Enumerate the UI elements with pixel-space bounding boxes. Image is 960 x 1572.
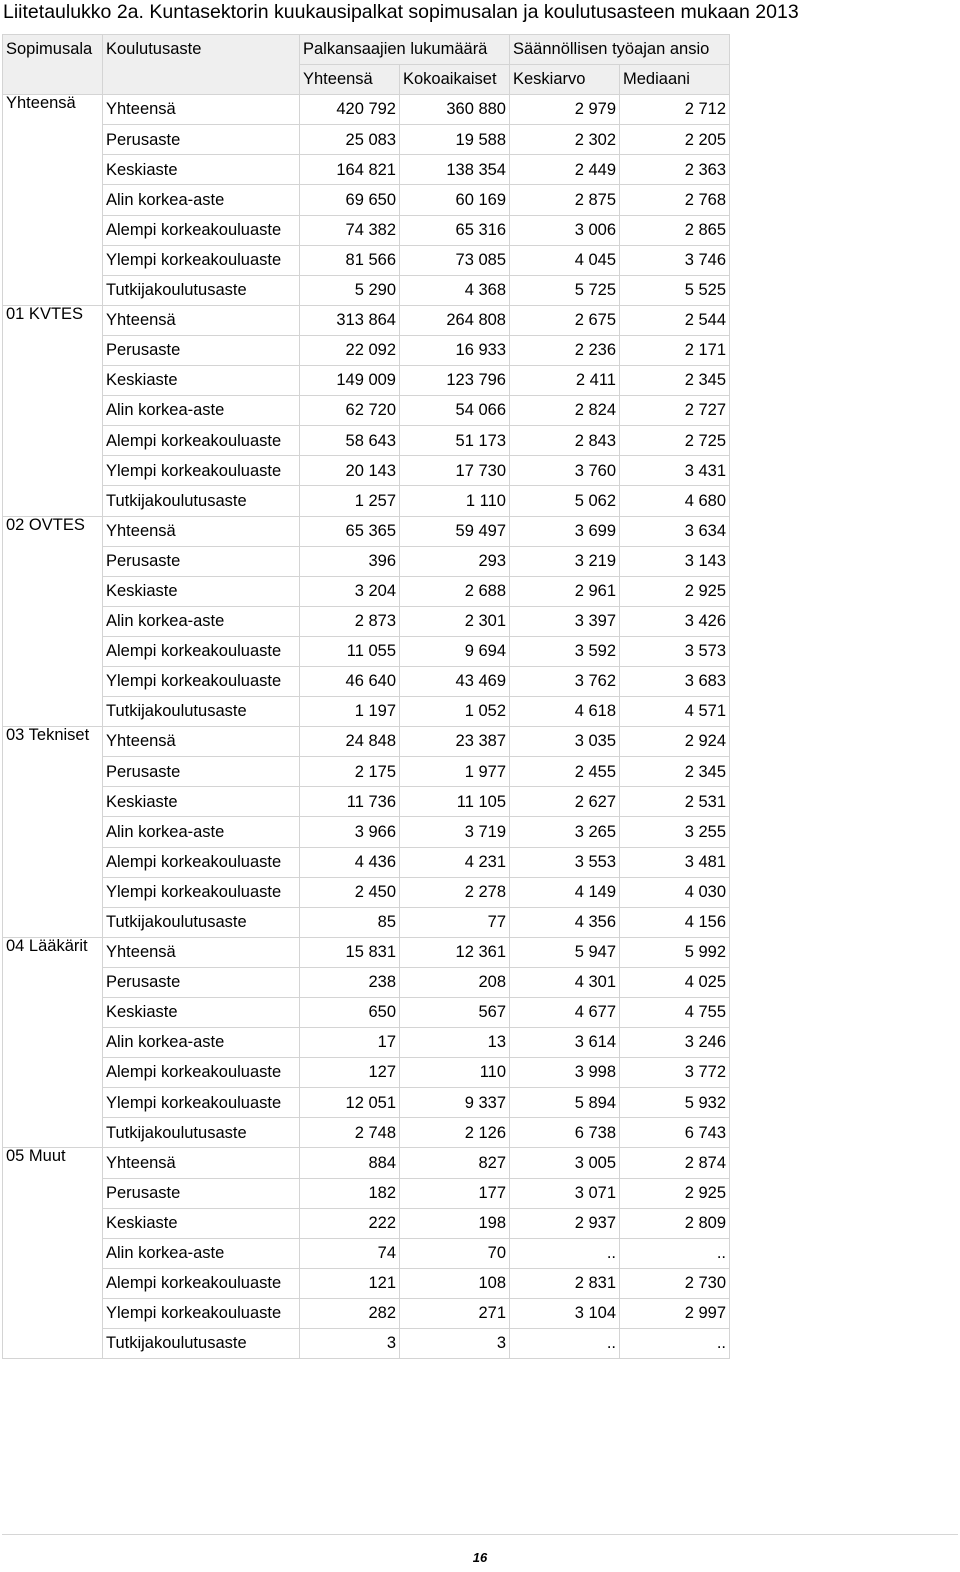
kokoaikaiset-cell: 110 (400, 1058, 510, 1088)
mediaani-cell: 3 255 (620, 817, 730, 847)
yhteensa-cell: 121 (300, 1268, 400, 1298)
keskiarvo-cell: 4 045 (510, 245, 620, 275)
keskiarvo-cell: 3 006 (510, 215, 620, 245)
keskiarvo-cell: 3 760 (510, 456, 620, 486)
keskiarvo-cell: 2 411 (510, 366, 620, 396)
salary-table (2, 34, 730, 1359)
table-row (3, 1178, 730, 1208)
kokoaikaiset-cell: 3 719 (400, 817, 510, 847)
group-label: 03 Tekniset (3, 727, 103, 938)
header-saannollisen-tyoajan-ansio: Säännöllisen työajan ansio (510, 35, 730, 65)
kokoaikaiset-cell: 138 354 (400, 155, 510, 185)
yhteensa-cell: 127 (300, 1058, 400, 1088)
kokoaikaiset-cell: 16 933 (400, 335, 510, 365)
kokoaikaiset-cell: 73 085 (400, 245, 510, 275)
table-row (3, 1028, 730, 1058)
table-row (3, 817, 730, 847)
header-palkansaajien-lukumaara: Palkansaajien lukumäärä (300, 35, 510, 65)
mediaani-cell: 3 246 (620, 1028, 730, 1058)
keskiarvo-cell: 3 592 (510, 636, 620, 666)
header-keskiarvo: Keskiarvo (510, 65, 620, 95)
mediaani-cell: 2 925 (620, 576, 730, 606)
mediaani-cell: .. (620, 1329, 730, 1359)
kokoaikaiset-cell: 1 110 (400, 486, 510, 516)
kokoaikaiset-cell: 1 977 (400, 757, 510, 787)
education-level-cell: Ylempi korkeakouluaste (103, 877, 300, 907)
kokoaikaiset-cell: 60 169 (400, 185, 510, 215)
mediaani-cell: 6 743 (620, 1118, 730, 1148)
kokoaikaiset-cell: 4 368 (400, 275, 510, 305)
mediaani-cell: 3 772 (620, 1058, 730, 1088)
education-level-cell: Tutkijakoulutusaste (103, 907, 300, 937)
keskiarvo-cell: 2 937 (510, 1208, 620, 1238)
kokoaikaiset-cell: 567 (400, 998, 510, 1028)
yhteensa-cell: 2 873 (300, 606, 400, 636)
kokoaikaiset-cell: 51 173 (400, 426, 510, 456)
education-level-cell: Perusaste (103, 757, 300, 787)
education-level-cell: Perusaste (103, 125, 300, 155)
yhteensa-cell: 81 566 (300, 245, 400, 275)
group-label: Yhteensä (3, 95, 103, 306)
table-row (3, 516, 730, 546)
table-row (3, 606, 730, 636)
kokoaikaiset-cell: 19 588 (400, 125, 510, 155)
table-row (3, 1298, 730, 1328)
table-row (3, 727, 730, 757)
mediaani-cell: 5 992 (620, 937, 730, 967)
yhteensa-cell: 24 848 (300, 727, 400, 757)
education-level-cell: Perusaste (103, 335, 300, 365)
keskiarvo-cell: 3 219 (510, 546, 620, 576)
mediaani-cell: 3 634 (620, 516, 730, 546)
keskiarvo-cell: 3 005 (510, 1148, 620, 1178)
table-row (3, 1058, 730, 1088)
education-level-cell: Alempi korkeakouluaste (103, 426, 300, 456)
keskiarvo-cell: 2 875 (510, 185, 620, 215)
kokoaikaiset-cell: 13 (400, 1028, 510, 1058)
yhteensa-cell: 20 143 (300, 456, 400, 486)
kokoaikaiset-cell: 827 (400, 1148, 510, 1178)
keskiarvo-cell: 5 894 (510, 1088, 620, 1118)
yhteensa-cell: 46 640 (300, 666, 400, 696)
kokoaikaiset-cell: 9 337 (400, 1088, 510, 1118)
education-level-cell: Keskiaste (103, 576, 300, 606)
mediaani-cell: .. (620, 1238, 730, 1268)
keskiarvo-cell: 6 738 (510, 1118, 620, 1148)
keskiarvo-cell: 2 824 (510, 396, 620, 426)
table-row (3, 1208, 730, 1238)
header-row-1 (3, 35, 730, 65)
kokoaikaiset-cell: 2 278 (400, 877, 510, 907)
table-row (3, 215, 730, 245)
table-row (3, 366, 730, 396)
header-mediaani: Mediaani (620, 65, 730, 95)
kokoaikaiset-cell: 77 (400, 907, 510, 937)
mediaani-cell: 4 156 (620, 907, 730, 937)
table-row (3, 877, 730, 907)
table-row (3, 155, 730, 185)
education-level-cell: Yhteensä (103, 305, 300, 335)
yhteensa-cell: 74 (300, 1238, 400, 1268)
keskiarvo-cell: 2 843 (510, 426, 620, 456)
yhteensa-cell: 11 055 (300, 636, 400, 666)
keskiarvo-cell: 4 677 (510, 998, 620, 1028)
table-row (3, 757, 730, 787)
keskiarvo-cell: 2 449 (510, 155, 620, 185)
yhteensa-cell: 313 864 (300, 305, 400, 335)
yhteensa-cell: 62 720 (300, 396, 400, 426)
education-level-cell: Alin korkea-aste (103, 396, 300, 426)
mediaani-cell: 3 481 (620, 847, 730, 877)
mediaani-cell: 2 725 (620, 426, 730, 456)
education-level-cell: Keskiaste (103, 155, 300, 185)
page-title: Liitetaulukko 2a. Kuntasektorin kuukausipalkat sopimusalan ja koulutusasteen mukaan 2013 (3, 1, 799, 23)
keskiarvo-cell: 3 614 (510, 1028, 620, 1058)
kokoaikaiset-cell: 11 105 (400, 787, 510, 817)
table-row (3, 1329, 730, 1359)
yhteensa-cell: 69 650 (300, 185, 400, 215)
yhteensa-cell: 3 966 (300, 817, 400, 847)
education-level-cell: Keskiaste (103, 787, 300, 817)
kokoaikaiset-cell: 65 316 (400, 215, 510, 245)
education-level-cell: Alempi korkeakouluaste (103, 636, 300, 666)
mediaani-cell: 2 768 (620, 185, 730, 215)
yhteensa-cell: 2 450 (300, 877, 400, 907)
keskiarvo-cell: 5 725 (510, 275, 620, 305)
table-row (3, 456, 730, 486)
mediaani-cell: 2 809 (620, 1208, 730, 1238)
header-yhteensa: Yhteensä (300, 65, 400, 95)
keskiarvo-cell: 4 356 (510, 907, 620, 937)
education-level-cell: Ylempi korkeakouluaste (103, 456, 300, 486)
mediaani-cell: 5 932 (620, 1088, 730, 1118)
yhteensa-cell: 65 365 (300, 516, 400, 546)
mediaani-cell: 2 727 (620, 396, 730, 426)
header-koulutusaste: Koulutusaste (103, 35, 300, 95)
keskiarvo-cell: 5 062 (510, 486, 620, 516)
table-row (3, 185, 730, 215)
table-row (3, 1088, 730, 1118)
yhteensa-cell: 3 (300, 1329, 400, 1359)
group-label: 02 OVTES (3, 516, 103, 727)
table-row (3, 486, 730, 516)
table-row (3, 967, 730, 997)
kokoaikaiset-cell: 271 (400, 1298, 510, 1328)
group-label: 01 KVTES (3, 305, 103, 516)
yhteensa-cell: 85 (300, 907, 400, 937)
education-level-cell: Alempi korkeakouluaste (103, 215, 300, 245)
keskiarvo-cell: 3 035 (510, 727, 620, 757)
education-level-cell: Perusaste (103, 1178, 300, 1208)
yhteensa-cell: 12 051 (300, 1088, 400, 1118)
education-level-cell: Tutkijakoulutusaste (103, 275, 300, 305)
education-level-cell: Tutkijakoulutusaste (103, 1329, 300, 1359)
table-row (3, 937, 730, 967)
education-level-cell: Perusaste (103, 546, 300, 576)
education-level-cell: Ylempi korkeakouluaste (103, 1298, 300, 1328)
education-level-cell: Yhteensä (103, 727, 300, 757)
yhteensa-cell: 182 (300, 1178, 400, 1208)
education-level-cell: Tutkijakoulutusaste (103, 1118, 300, 1148)
education-level-cell: Ylempi korkeakouluaste (103, 666, 300, 696)
table-row (3, 666, 730, 696)
education-level-cell: Alempi korkeakouluaste (103, 847, 300, 877)
mediaani-cell: 4 755 (620, 998, 730, 1028)
yhteensa-cell: 149 009 (300, 366, 400, 396)
yhteensa-cell: 15 831 (300, 937, 400, 967)
yhteensa-cell: 222 (300, 1208, 400, 1238)
kokoaikaiset-cell: 2 688 (400, 576, 510, 606)
mediaani-cell: 2 997 (620, 1298, 730, 1328)
education-level-cell: Keskiaste (103, 1208, 300, 1238)
education-level-cell: Alempi korkeakouluaste (103, 1268, 300, 1298)
keskiarvo-cell: 2 675 (510, 305, 620, 335)
keskiarvo-cell: 4 301 (510, 967, 620, 997)
mediaani-cell: 2 205 (620, 125, 730, 155)
education-level-cell: Yhteensä (103, 937, 300, 967)
keskiarvo-cell: 4 618 (510, 697, 620, 727)
yhteensa-cell: 4 436 (300, 847, 400, 877)
keskiarvo-cell: 2 831 (510, 1268, 620, 1298)
table-row (3, 396, 730, 426)
table-row (3, 546, 730, 576)
table-row (3, 847, 730, 877)
yhteensa-cell: 396 (300, 546, 400, 576)
mediaani-cell: 3 573 (620, 636, 730, 666)
education-level-cell: Perusaste (103, 967, 300, 997)
kokoaikaiset-cell: 70 (400, 1238, 510, 1268)
education-level-cell: Tutkijakoulutusaste (103, 697, 300, 727)
mediaani-cell: 2 712 (620, 95, 730, 125)
keskiarvo-cell: 2 627 (510, 787, 620, 817)
kokoaikaiset-cell: 9 694 (400, 636, 510, 666)
table-row (3, 998, 730, 1028)
table-row (3, 1238, 730, 1268)
yhteensa-cell: 17 (300, 1028, 400, 1058)
mediaani-cell: 2 925 (620, 1178, 730, 1208)
education-level-cell: Alin korkea-aste (103, 606, 300, 636)
mediaani-cell: 2 345 (620, 757, 730, 787)
kokoaikaiset-cell: 123 796 (400, 366, 510, 396)
mediaani-cell: 2 531 (620, 787, 730, 817)
mediaani-cell: 2 874 (620, 1148, 730, 1178)
kokoaikaiset-cell: 108 (400, 1268, 510, 1298)
education-level-cell: Yhteensä (103, 1148, 300, 1178)
kokoaikaiset-cell: 360 880 (400, 95, 510, 125)
yhteensa-cell: 650 (300, 998, 400, 1028)
education-level-cell: Ylempi korkeakouluaste (103, 1088, 300, 1118)
table-row (3, 305, 730, 335)
mediaani-cell: 4 680 (620, 486, 730, 516)
table-row (3, 787, 730, 817)
mediaani-cell: 2 730 (620, 1268, 730, 1298)
keskiarvo-cell: 4 149 (510, 877, 620, 907)
keskiarvo-cell: 3 071 (510, 1178, 620, 1208)
yhteensa-cell: 282 (300, 1298, 400, 1328)
table-row (3, 95, 730, 125)
kokoaikaiset-cell: 3 (400, 1329, 510, 1359)
keskiarvo-cell: 3 397 (510, 606, 620, 636)
kokoaikaiset-cell: 23 387 (400, 727, 510, 757)
education-level-cell: Yhteensä (103, 95, 300, 125)
mediaani-cell: 2 345 (620, 366, 730, 396)
keskiarvo-cell: 3 762 (510, 666, 620, 696)
keskiarvo-cell: 5 947 (510, 937, 620, 967)
mediaani-cell: 4 030 (620, 877, 730, 907)
education-level-cell: Tutkijakoulutusaste (103, 486, 300, 516)
table-row (3, 335, 730, 365)
mediaani-cell: 2 363 (620, 155, 730, 185)
yhteensa-cell: 5 290 (300, 275, 400, 305)
education-level-cell: Ylempi korkeakouluaste (103, 245, 300, 275)
kokoaikaiset-cell: 43 469 (400, 666, 510, 696)
kokoaikaiset-cell: 54 066 (400, 396, 510, 426)
mediaani-cell: 3 683 (620, 666, 730, 696)
group-label: 05 Muut (3, 1148, 103, 1359)
keskiarvo-cell: 2 302 (510, 125, 620, 155)
mediaani-cell: 2 924 (620, 727, 730, 757)
table-row (3, 426, 730, 456)
keskiarvo-cell: 2 979 (510, 95, 620, 125)
mediaani-cell: 2 865 (620, 215, 730, 245)
keskiarvo-cell: 2 455 (510, 757, 620, 787)
keskiarvo-cell: 3 998 (510, 1058, 620, 1088)
yhteensa-cell: 58 643 (300, 426, 400, 456)
kokoaikaiset-cell: 59 497 (400, 516, 510, 546)
table-row (3, 245, 730, 275)
education-level-cell: Alempi korkeakouluaste (103, 1058, 300, 1088)
yhteensa-cell: 1 257 (300, 486, 400, 516)
table-row (3, 907, 730, 937)
header-kokoaikaiset: Kokoaikaiset (400, 65, 510, 95)
header-sopimusala: Sopimusala (3, 35, 103, 95)
keskiarvo-cell: 3 265 (510, 817, 620, 847)
kokoaikaiset-cell: 208 (400, 967, 510, 997)
table-row (3, 275, 730, 305)
page-number: 16 (472, 1550, 488, 1565)
mediaani-cell: 3 143 (620, 546, 730, 576)
kokoaikaiset-cell: 2 301 (400, 606, 510, 636)
education-level-cell: Keskiaste (103, 366, 300, 396)
kokoaikaiset-cell: 177 (400, 1178, 510, 1208)
keskiarvo-cell: 3 553 (510, 847, 620, 877)
group-label: 04 Lääkärit (3, 937, 103, 1148)
education-level-cell: Alin korkea-aste (103, 817, 300, 847)
keskiarvo-cell: 3 104 (510, 1298, 620, 1328)
keskiarvo-cell: 3 699 (510, 516, 620, 546)
yhteensa-cell: 2 175 (300, 757, 400, 787)
education-level-cell: Alin korkea-aste (103, 1238, 300, 1268)
kokoaikaiset-cell: 2 126 (400, 1118, 510, 1148)
table-row (3, 1148, 730, 1178)
table-row (3, 576, 730, 606)
table-row (3, 697, 730, 727)
education-level-cell: Yhteensä (103, 516, 300, 546)
mediaani-cell: 4 571 (620, 697, 730, 727)
kokoaikaiset-cell: 264 808 (400, 305, 510, 335)
education-level-cell: Alin korkea-aste (103, 1028, 300, 1058)
yhteensa-cell: 1 197 (300, 697, 400, 727)
keskiarvo-cell: 2 961 (510, 576, 620, 606)
kokoaikaiset-cell: 12 361 (400, 937, 510, 967)
yhteensa-cell: 164 821 (300, 155, 400, 185)
yhteensa-cell: 25 083 (300, 125, 400, 155)
yhteensa-cell: 2 748 (300, 1118, 400, 1148)
mediaani-cell: 5 525 (620, 275, 730, 305)
mediaani-cell: 3 746 (620, 245, 730, 275)
yhteensa-cell: 11 736 (300, 787, 400, 817)
table-row (3, 1118, 730, 1148)
yhteensa-cell: 3 204 (300, 576, 400, 606)
keskiarvo-cell: .. (510, 1329, 620, 1359)
keskiarvo-cell: .. (510, 1238, 620, 1268)
kokoaikaiset-cell: 198 (400, 1208, 510, 1238)
table-row (3, 636, 730, 666)
mediaani-cell: 2 171 (620, 335, 730, 365)
mediaani-cell: 4 025 (620, 967, 730, 997)
yhteensa-cell: 22 092 (300, 335, 400, 365)
education-level-cell: Alin korkea-aste (103, 185, 300, 215)
yhteensa-cell: 74 382 (300, 215, 400, 245)
kokoaikaiset-cell: 293 (400, 546, 510, 576)
table-body (3, 95, 730, 1359)
education-level-cell: Keskiaste (103, 998, 300, 1028)
kokoaikaiset-cell: 1 052 (400, 697, 510, 727)
yhteensa-cell: 884 (300, 1148, 400, 1178)
mediaani-cell: 2 544 (620, 305, 730, 335)
keskiarvo-cell: 2 236 (510, 335, 620, 365)
mediaani-cell: 3 426 (620, 606, 730, 636)
table-row (3, 1268, 730, 1298)
yhteensa-cell: 238 (300, 967, 400, 997)
footer-divider (2, 1534, 958, 1535)
kokoaikaiset-cell: 4 231 (400, 847, 510, 877)
mediaani-cell: 3 431 (620, 456, 730, 486)
table-row (3, 125, 730, 155)
yhteensa-cell: 420 792 (300, 95, 400, 125)
kokoaikaiset-cell: 17 730 (400, 456, 510, 486)
